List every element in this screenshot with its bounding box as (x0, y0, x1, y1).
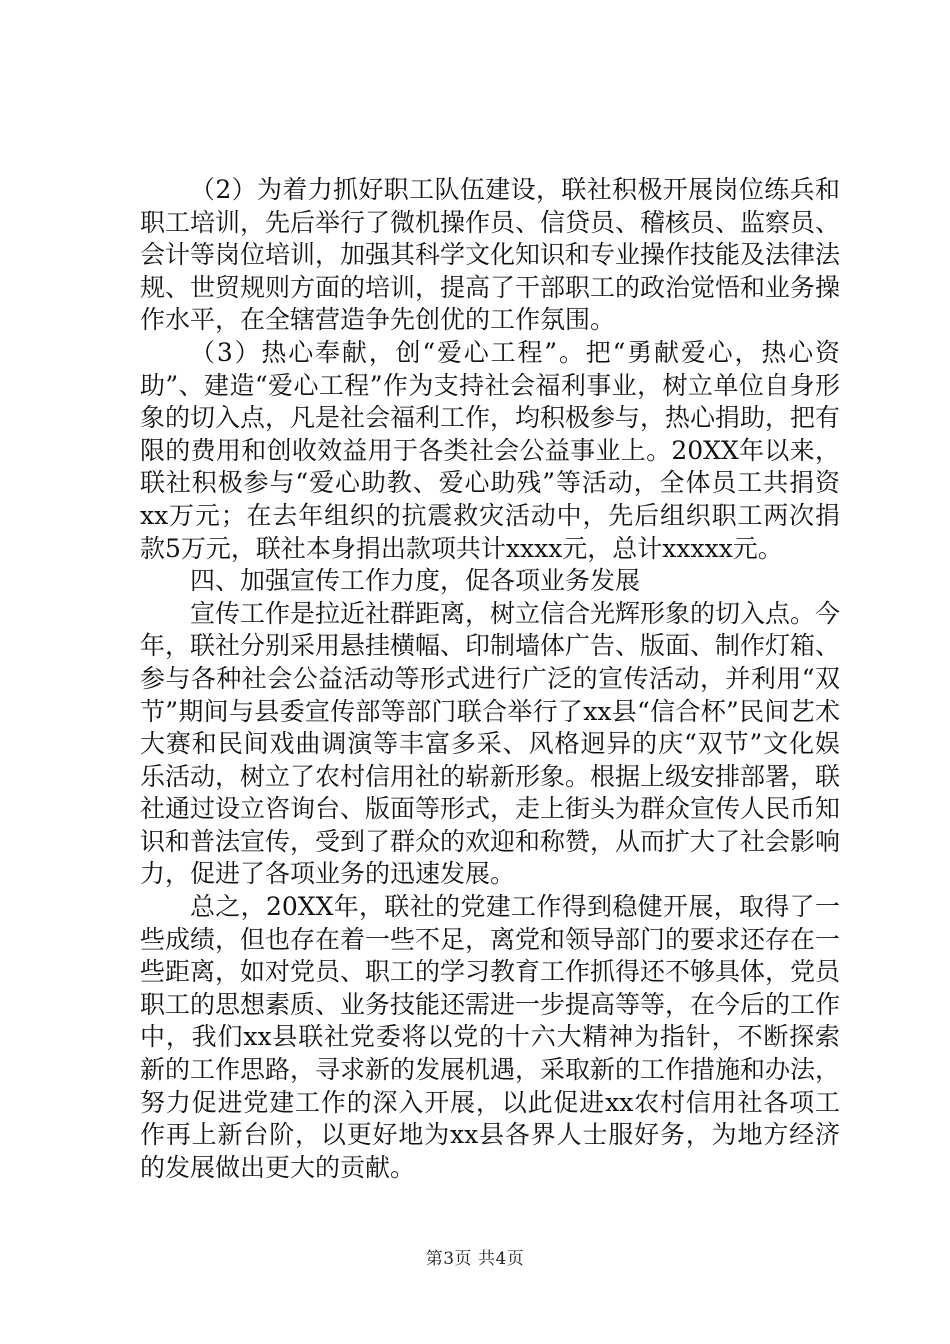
paragraph-summary: 总之，20XX年，联社的党建工作得到稳健开展，取得了一些成绩，但也存在着一些不足，离党和领导部门的要求还存在一些距离，如对党员、职工的学习教育工作抓得还不够具体，党员职工的思想素质、业务技能还需进一步提高等等，在今后的工作中，我们xx县联社党委将以党的十六大精神为指针，不断探索新的工作思路，寻求新的发展机遇，采取新的工作措施和办法，努力促进党建工作的深入开展，以此促进xx农村信用社各项工作再上新台阶，以更好地为xx县各界人士服好务，为地方经济的发展做出更大的贡献。 (140, 892, 841, 1182)
paragraph-publicity-work: 宣传工作是拉近社群距离，树立信合光辉形象的切入点。今年，联社分别采用悬挂横幅、印制墙体广告、版面、制作灯箱、参与各种社会公益活动等形式进行广泛的宣传活动，并利用“双节”期间与县委宣传部等部门联合举行了xx县“信合杯”民间艺术大赛和民间戏曲调演等丰富多采、风格迥异的庆“双节”文化娱乐活动，树立了农村信用社的崭新形象。根据上级安排部署，联社通过设立咨询台、版面等形式，走上街头为群众宣传人民币知识和普法宣传，受到了群众的欢迎和称赞，从而扩大了社会影响力，促进了各项业务的迅速发展。 (140, 598, 841, 889)
document-body (140, 174, 840, 1184)
page-number-footer: 第3页 共4页 (425, 1249, 525, 1269)
section-heading-publicity: 四、加强宣传工作力度，促各项业务发展 (190, 566, 641, 596)
paragraph-charity-project: （3）热心奉献，创“爱心工程”。把“勇献爱心，热心资助”、建造“爱心工程”作为支持社会福利事业，树立单位自身形象的切入点，凡是社会福利工作，均积极参与，热心捐助，把有限的费用和创收效益用于各类社会公益事业上。20XX年以来，联社积极参与“爱心助教、爱心助残”等活动，全体员工共捐资xx万元；在去年组织的抗震救灾活动中，先后组织职工两次捐款5万元，联社本身捐出款项共计xxxx元，总计xxxxx元。 (140, 337, 841, 563)
paragraph-staff-training: （2）为着力抓好职工队伍建设，联社积极开展岗位练兵和职工培训，先后举行了微机操作员、信贷员、稽核员、监察员、会计等岗位培训，加强其科学文化知识和专业操作技能及法律法规、世贸规则方面的培训，提高了干部职工的政治觉悟和业务操作水平，在全辖营造争先创优的工作氛围。 (140, 175, 841, 335)
